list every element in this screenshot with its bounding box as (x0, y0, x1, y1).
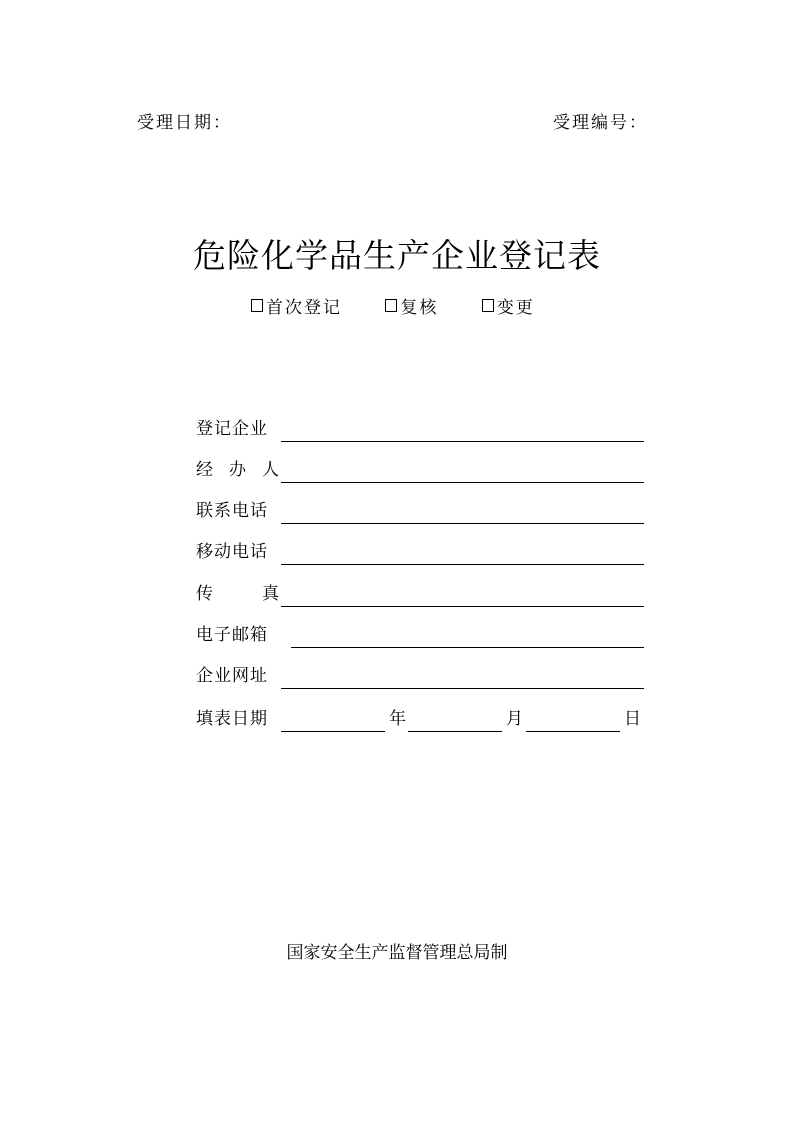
company-input-line[interactable] (281, 441, 644, 442)
email-input-line[interactable] (291, 647, 644, 648)
website-label: 企业网址 (196, 666, 268, 686)
email-field (196, 620, 644, 648)
handler-label: 经 办 人 (196, 460, 280, 480)
fill-date-row (196, 704, 644, 732)
option-review[interactable] (385, 293, 438, 318)
page-title: 危险化学品生产企业登记表 (193, 236, 601, 275)
change-checkbox[interactable] (482, 299, 494, 312)
fill-date-label: 填表日期 (196, 709, 268, 729)
website-input-line[interactable] (281, 688, 644, 689)
month-input-line[interactable] (408, 731, 502, 732)
acceptance-date-label: 受理日期： (137, 113, 232, 133)
website-field (196, 661, 644, 689)
phone-field (196, 496, 644, 524)
fax-label: 传 真 (196, 584, 280, 604)
mobile-field (196, 537, 644, 565)
company-label: 登记企业 (196, 419, 268, 439)
company-field (196, 414, 644, 442)
handler-input-line[interactable] (281, 482, 644, 483)
change-label: 变更 (496, 298, 535, 318)
mobile-input-line[interactable] (281, 564, 644, 565)
mobile-label: 移动电话 (196, 542, 268, 562)
email-label: 电子邮箱 (196, 625, 268, 645)
issuer-footer: 国家安全生产监督管理总局制 (286, 943, 508, 963)
year-label: 年 (389, 709, 407, 729)
month-label: 月 (506, 709, 524, 729)
year-input-line[interactable] (281, 731, 385, 732)
review-checkbox[interactable] (385, 299, 397, 312)
first-registration-label: 首次登记 (266, 298, 342, 318)
option-change[interactable] (482, 293, 535, 318)
phone-input-line[interactable] (281, 523, 644, 524)
option-first-registration[interactable] (251, 293, 342, 318)
fax-input-line[interactable] (281, 606, 644, 607)
day-input-line[interactable] (526, 731, 620, 732)
registration-type-options (251, 293, 535, 318)
fax-field (196, 579, 644, 607)
acceptance-number-label: 受理编号： (553, 113, 648, 133)
phone-label: 联系电话 (196, 501, 268, 521)
review-label: 复核 (400, 298, 439, 318)
day-label: 日 (624, 709, 642, 729)
first-registration-checkbox[interactable] (251, 299, 263, 312)
handler-field (196, 455, 644, 483)
